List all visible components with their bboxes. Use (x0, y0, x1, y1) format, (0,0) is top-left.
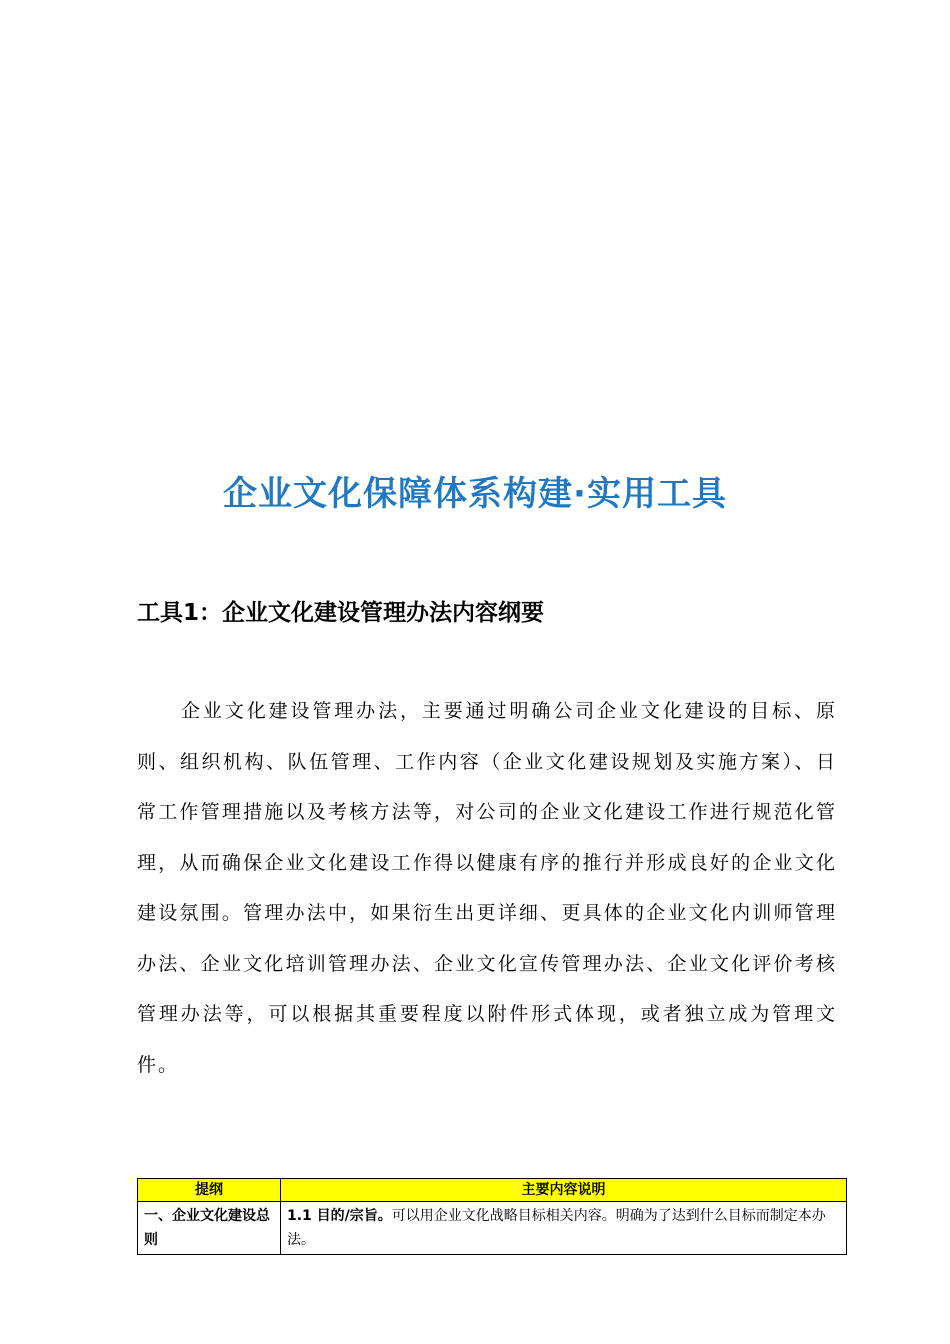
document-title: 企业文化保障体系构建·实用工具 (223, 474, 727, 514)
header-outline: 提纲 (138, 1179, 281, 1202)
row-content-text: 可以用企业文化战略目标相关内容。明确为了达到什么目标而制定本办法。 (287, 1208, 826, 1248)
table-row (138, 1202, 847, 1255)
table-header-row (138, 1179, 847, 1202)
tool-heading: 工具1：企业文化建设管理办法内容纲要 (137, 600, 545, 626)
header-content: 主要内容说明 (281, 1179, 847, 1202)
row-content-lead: 1.1 目的/宗旨。 (287, 1208, 392, 1224)
outline-table (137, 1178, 847, 1255)
row-content (281, 1202, 847, 1255)
body-paragraph: 企业文化建设管理办法，主要通过明确公司企业文化建设的目标、原则、组织机构、队伍管理、工作内容（企业文化建设规划及实施方案）、日常工作管理措施以及考核方法等，对公司的企业文化建设工作进行规范化管理，从而确保企业文化建设工作得以健康有序的推行并形成良好的企业文化建设氛围。管理办法中，如果衍生出更详细、更具体的企业文化内训师管理办法、企业文化培训管理办法、企业文化宣传管理办法、企业文化评价考核管理办法等，可以根据其重要程度以附件形式体现，或者独立成为管理文件。 (137, 700, 837, 1076)
row-outline: 一、企业文化建设总则 (138, 1202, 281, 1255)
